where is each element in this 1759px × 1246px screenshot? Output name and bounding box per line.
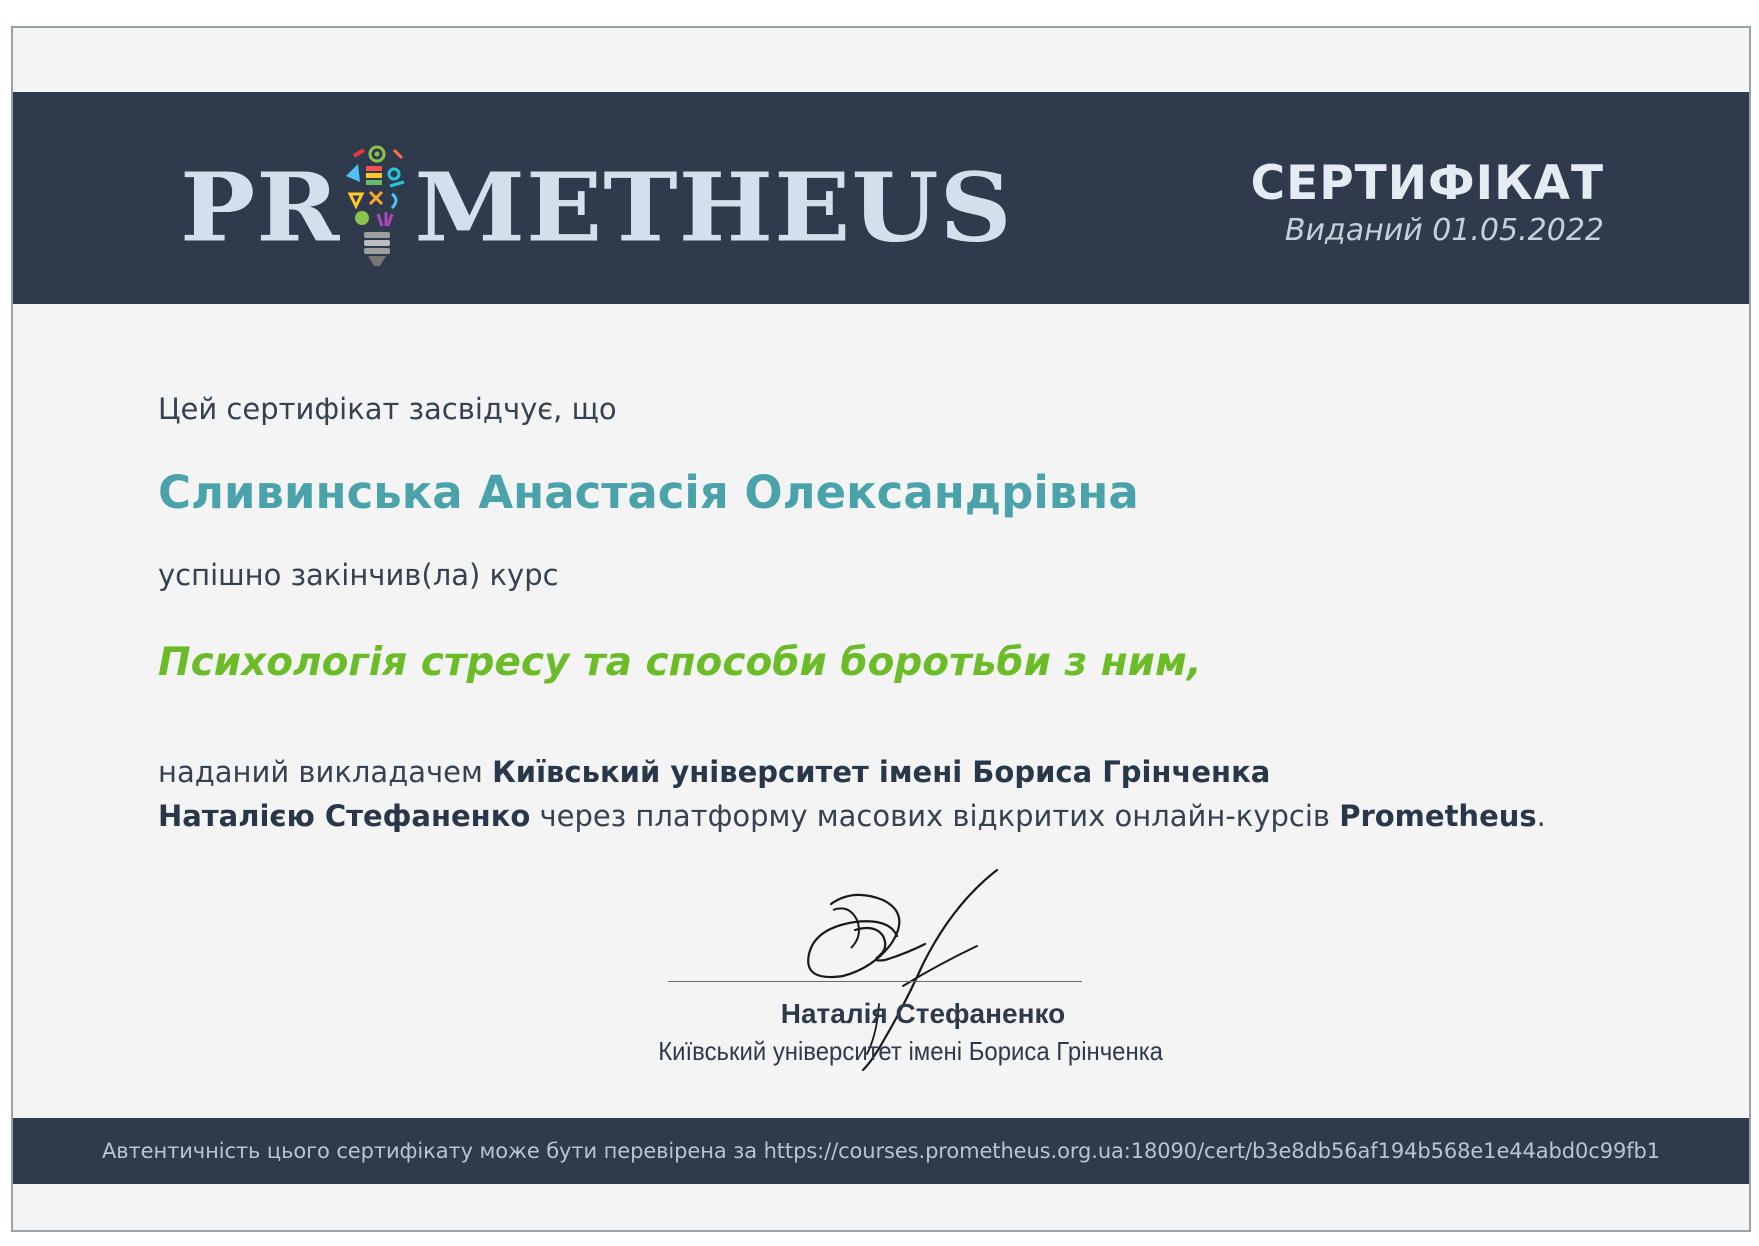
prometheus-logo [180, 142, 1013, 272]
intro-text: Цей сертифікат засвідчує, що [158, 392, 617, 426]
certificate [11, 26, 1751, 1232]
provided-middle: через платформу масових відкритих онлайн-курсів [530, 799, 1340, 833]
logo-text-start: PR [180, 150, 341, 264]
recipient-name: Сливинська Анастасія Олександрівна [158, 466, 1139, 519]
provided-suffix: . [1536, 799, 1546, 833]
university-name: Київський університет імені Бориса Грінченка [492, 755, 1271, 789]
signature-line [668, 981, 1082, 982]
platform-name: Prometheus [1339, 799, 1537, 833]
provided-by-text [158, 750, 1658, 838]
logo-text-end: METHEUS [414, 150, 1013, 264]
lightbulb-science-icon [342, 142, 412, 272]
completed-text: успішно закінчив(ла) курс [158, 558, 559, 592]
certificate-header [13, 92, 1749, 304]
provided-prefix: наданий викладачем [158, 755, 493, 789]
course-title: Психологія стресу та способи боротьби з ним, [158, 640, 1202, 685]
issue-date: Виданий 01.05.2022 [1284, 213, 1604, 248]
signer-organization: Київський університет імені Бориса Грінченка [658, 1036, 1163, 1066]
certificate-title: СЕРТИФІКАТ [1250, 156, 1604, 211]
signer-name: Наталія Стефаненко [780, 998, 1066, 1029]
verification-text: Автентичність цього сертифікату може бути перевірена за https://courses.prometheus.org.ua:18090/cert/b3e8db56af194b568e1e44abd0c99fb1 [101, 1139, 1661, 1163]
certificate-footer [13, 1118, 1749, 1184]
teacher-name: Наталією Стефаненко [158, 799, 531, 833]
